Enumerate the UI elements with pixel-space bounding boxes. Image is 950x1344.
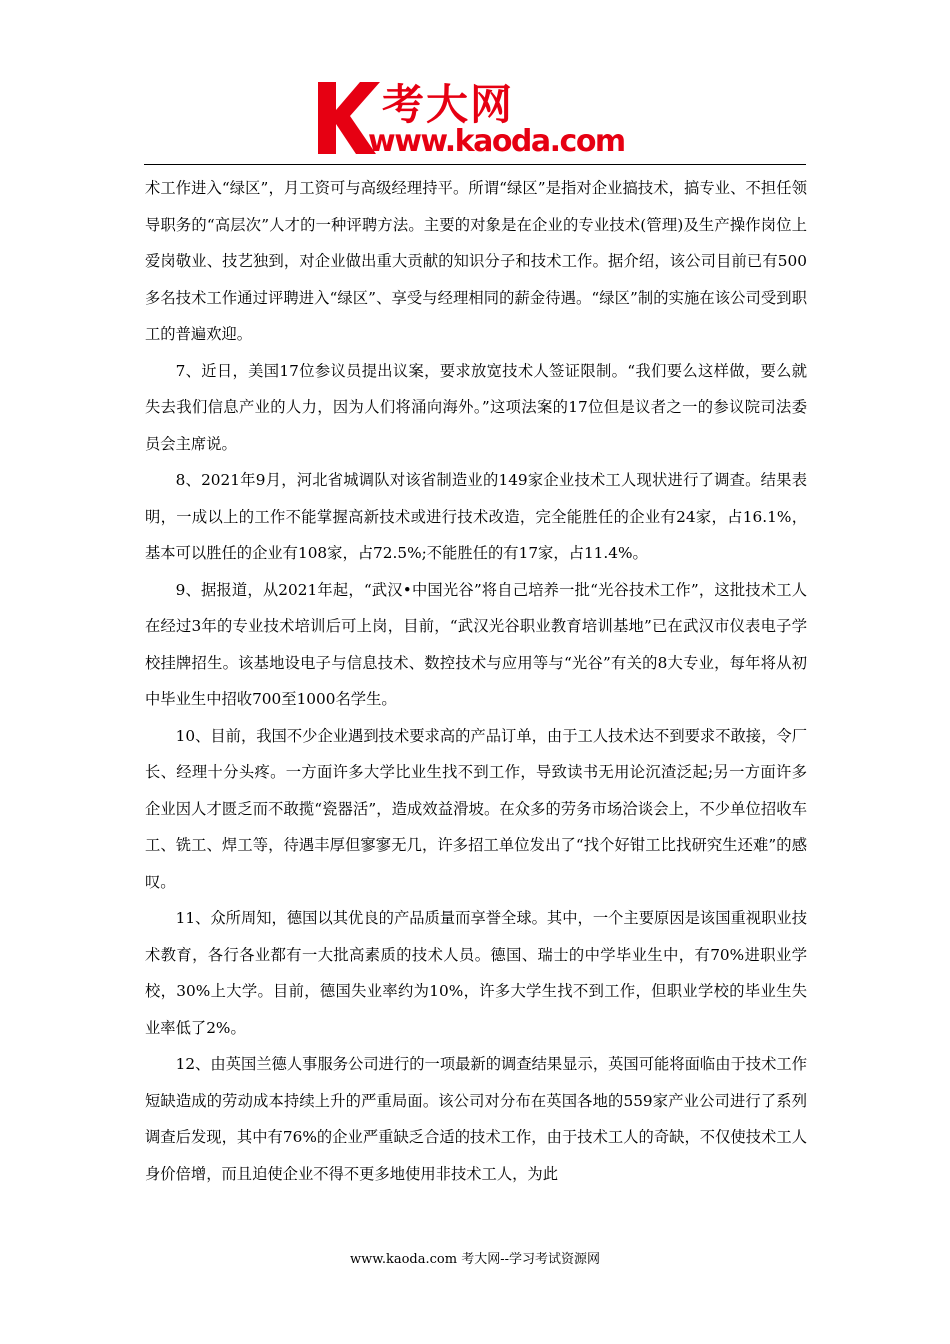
header-divider	[144, 164, 806, 165]
paragraph: 7、近日，美国17位参议员提出议案，要求放宽技术人签证限制。“我们要么这样做，要么就失去我们信息产业的人力，因为人们将涌向海外。”这项法案的17位但是议者之一的参议院司法委员会主席说。	[145, 361, 807, 453]
logo-title: 考大网	[382, 80, 515, 129]
document-body	[145, 170, 807, 1192]
paragraph: 10、目前，我国不少企业遇到技术要求高的产品订单，由于工人技术达不到要求不敢接，令厂长、经理十分头疼。一方面许多大学比业生找不到工作，导致读书无用论沉渣泛起;另一方面许多企业因人才匮乏而不敢揽“瓷器活”，造成效益滑坡。在众多的劳务市场洽谈会上，不少单位招收车工、铣工、焊工等，待遇丰厚但寥寥无几，许多招工单位发出了“找个好钳工比找研究生还难”的感叹。	[145, 726, 807, 891]
paragraph: 术工作进入“绿区”，月工资可与高级经理持平。所谓“绿区”是指对企业搞技术，搞专业、不担任领导职务的“高层次”人才的一种评聘方法。主要的对象是在企业的专业技术(管理)及生产操作岗位上爱岗敬业、技艺独到，对企业做出重大贡献的知识分子和技术工作。据介绍，该公司目前已有500多名技术工作通过评聘进入“绿区”、享受与经理相同的薪金待遇。“绿区”制的实施在该公司受到职工的普遍欢迎。	[145, 179, 807, 343]
logo-url: www.kaoda.com	[368, 124, 625, 159]
paragraph: 9、据报道，从2021年起，“武汉•中国光谷”将自己培养一批“光谷技术工作”，这批技术工人在经过3年的专业技术培训后可上岗，目前，“武汉光谷职业教育培训基地”已在武汉市仪表电子学校挂牌招生。该基地设电子与信息技术、数控技术与应用等与“光谷”有关的8大专业，每年将从初中毕业生中招收700至1000名学生。	[145, 580, 807, 708]
paragraph: 8、2021年9月，河北省城调队对该省制造业的149家企业技术工人现状进行了调查。结果表明，一成以上的工作不能掌握高新技术或进行技术改造，完全能胜任的企业有24家，占16.1%，基本可以胜任的企业有108家，占72.5%;不能胜任的有17家，占11.4%。	[145, 471, 807, 562]
paragraph: 11、众所周知，德国以其优良的产品质量而享誉全球。其中，一个主要原因是该国重视职业技术教育，各行各业都有一大批高素质的技术人员。德国、瑞士的中学毕业生中，有70%进职业学校，30%上大学。目前，德国失业率约为10%，许多大学生找不到工作，但职业学校的毕业生失业率低了2%。	[145, 909, 807, 1037]
kaoda-logo	[316, 76, 646, 160]
page-footer: www.kaoda.com 考大网--学习考试资源网	[350, 1252, 600, 1267]
paragraph: 12、由英国兰德人事服务公司进行的一项最新的调查结果显示，英国可能将面临由于技术工作短缺造成的劳动成本持续上升的严重局面。该公司对分布在英国各地的559家产业公司进行了系列调查后发现，其中有76%的企业严重缺乏合适的技术工作，由于技术工人的奇缺，不仅使技术工人身价倍增，而且迫使企业不得不更多地使用非技术工人，为此	[145, 1055, 807, 1183]
